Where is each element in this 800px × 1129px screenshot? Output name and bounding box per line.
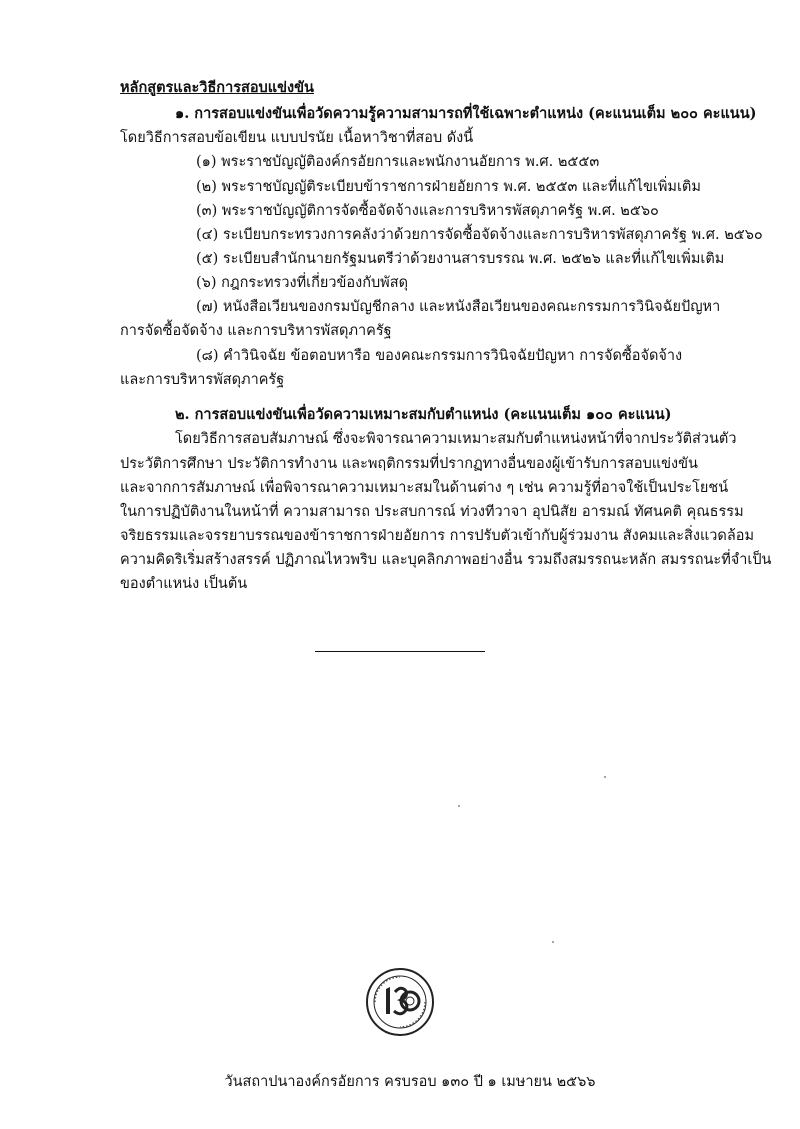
section1-item: (๒) พระราชบัญญัติระเบียบข้าราชการฝ่ายอัยการ พ.ศ. ๒๕๕๓ และที่แก้ไขเพิ่มเติม <box>196 179 701 195</box>
section1-item: (๔) ระเบียบกระทรวงการคลังว่าด้วยการจัดซื้อจัดจ้างและการบริหารพัสดุภาครัฐ พ.ศ. ๒๕๖๐ <box>196 227 763 243</box>
section1-title: ๑. การสอบแข่งขันเพื่อวัดความรู้ความสามารถที่ใช้เฉพาะตำแหน่ง (คะแนนเต็ม ๒๐๐ คะแนน) <box>175 105 757 122</box>
anniversary-logo-icon <box>365 967 435 1037</box>
section1-intro: โดยวิธีการสอบข้อเขียน แบบปรนัย เนื้อหาวิชาที่สอบ ดังนี้ <box>120 130 474 146</box>
section2-paragraph-line: และจากการสัมภาษณ์ เพื่อพิจารณาความเหมาะสมในด้านต่าง ๆ เช่น ความรู้ที่อาจใช้เป็นประโยชน์ <box>120 480 729 496</box>
section2-paragraph-line: ความคิดริเริ่มสร้างสรรค์ ปฏิภาณไหวพริบ และบุคลิกภาพอย่างอื่น รวมถึงสมรรถนะหลัก สมรรถนะที่จำเป็น <box>120 552 772 568</box>
anniversary-logo-emblem <box>365 967 435 1037</box>
scan-speck <box>604 776 606 778</box>
section2-paragraph-line: ประวัติการศึกษา ประวัติการทำงาน และพฤติกรรมที่ปรากฏทางอื่นของผู้เข้ารับการสอบแข่งขัน <box>120 456 698 472</box>
section2-paragraph-line: จริยธรรมและจรรยาบรรณของข้าราชการฝ่ายอัยการ การปรับตัวเข้ากับผู้ร่วมงาน สังคมและสิ่งแวดล้อม <box>120 528 754 544</box>
section2-paragraph-line: ในการปฏิบัติงานในหน้าที่ ความสามารถ ประสบการณ์ ท่วงทีวาจา อุปนิสัย อารมณ์ ทัศนคติ คุณธรรม <box>120 504 744 520</box>
section1-item: (๑) พระราชบัญญัติองค์กรอัยการและพนักงานอัยการ พ.ศ. ๒๕๕๓ <box>196 154 600 170</box>
section2-title: ๒. การสอบแข่งขันเพื่อวัดความเหมาะสมกับตำแหน่ง (คะแนนเต็ม ๑๐๐ คะแนน) <box>175 406 672 423</box>
section2-paragraph-line: โดยวิธีการสอบสัมภาษณ์ ซึ่งจะพิจารณาความเหมาะสมกับตำแหน่งหน้าที่จากประวัติส่วนตัว <box>175 431 737 447</box>
section-divider <box>315 651 485 652</box>
section1-item: (๓) พระราชบัญญัติการจัดซื้อจัดจ้างและการบริหารพัสดุภาครัฐ พ.ศ. ๒๕๖๐ <box>196 203 659 219</box>
footer-anniversary-text: วันสถาปนาองค์กรอัยการ ครบรอบ ๑๓๐ ปี ๑ เมษายน ๒๕๖๖ <box>224 1074 596 1090</box>
section1-item7-line2: การจัดซื้อจัดจ้าง และการบริหารพัสดุภาครัฐ <box>120 323 392 339</box>
section1-item: (๖) กฎกระทรวงที่เกี่ยวข้องกับพัสดุ <box>196 275 409 291</box>
scan-speck <box>458 805 460 807</box>
document-heading: หลักสูตรและวิธีการสอบแข่งขัน <box>120 79 314 96</box>
section1-item8-line2: และการบริหารพัสดุภาครัฐ <box>120 372 285 388</box>
section1-item8-line1: (๘) คำวินิจฉัย ข้อตอบหารือ ของคณะกรรมการวินิจฉัยปัญหา การจัดซื้อจัดจ้าง <box>196 348 683 364</box>
scan-speck <box>552 941 554 943</box>
section1-item7-line1: (๗) หนังสือเวียนของกรมบัญชีกลาง และหนังสือเวียนของคณะกรรมการวินิจฉัยปัญหา <box>196 299 721 315</box>
section1-item: (๕) ระเบียบสำนักนายกรัฐมนตรีว่าด้วยงานสารบรรณ พ.ศ. ๒๕๒๖ และที่แก้ไขเพิ่มเติม <box>196 251 725 267</box>
section2-paragraph-line: ของตำแหน่ง เป็นต้น <box>120 576 248 592</box>
